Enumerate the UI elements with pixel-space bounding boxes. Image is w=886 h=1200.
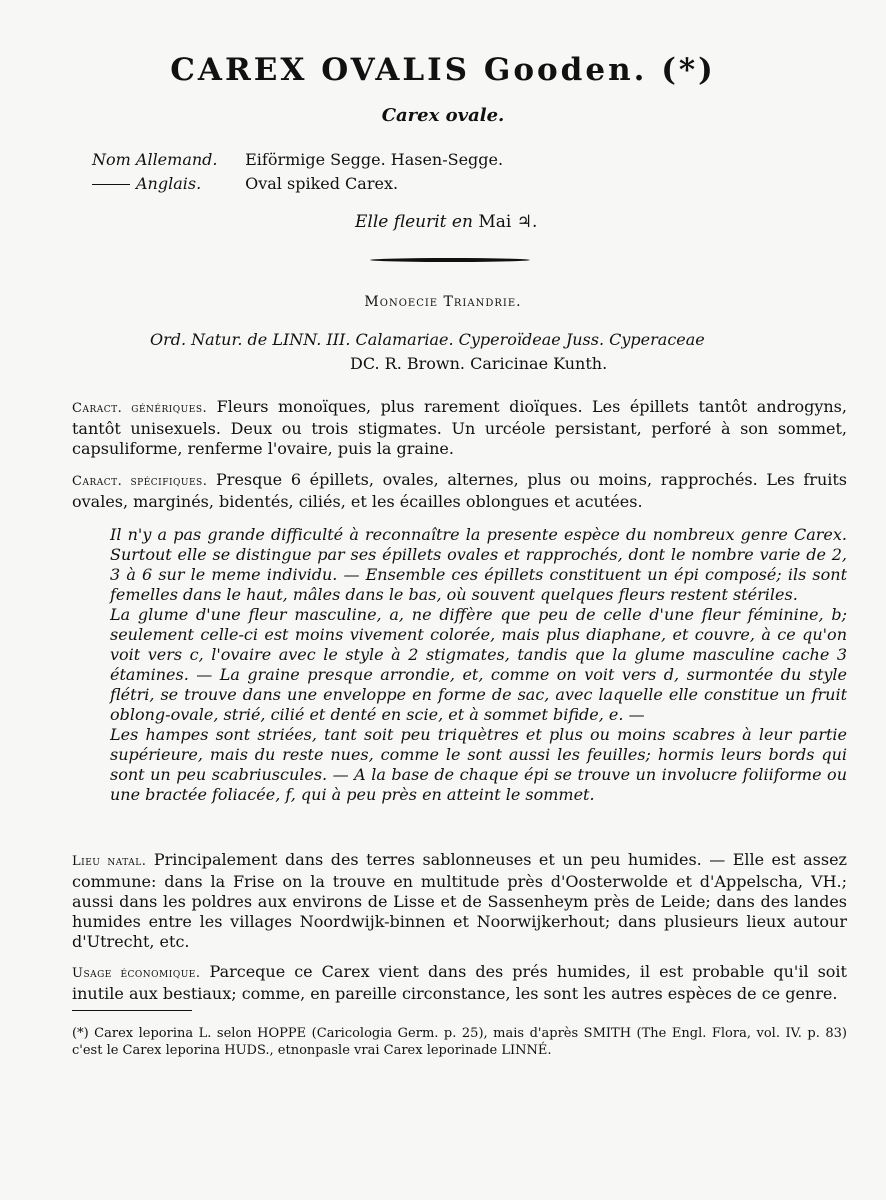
german-name-row xyxy=(92,150,503,174)
usage-heading: Usage économique. xyxy=(72,966,201,981)
generic-heading: Caract. génériques. xyxy=(72,401,208,416)
description-paragraph: Les hampes sont striées, tant soit peu triquètres et plus ou moins scabres à leur partie supérieure, mais du reste nues, comme le sont aussi les feuilles; hormis leurs bords qui sont un peu scabriuscules. — A la base de chaque épi se trouve un involucre foliiforme ou une bractée foliacée, f, qui à peu près en atteint le sommet. xyxy=(110,725,847,804)
habitat-text: Principalement dans des terres sablonneuses et un peu humides. — Elle est assez commune: dans la Frise on la trouve en multitude près d'Oosterwolde et d'Appelscha, VH.; aussi dans les poldres aux environs de Lisse et de Sassenheym près de Leide; dans des landes humides entre les villages Noordwijk-binnen et Noorwijkerhout; dans plusieurs lieux autour d'Utrecht, etc. xyxy=(72,850,847,951)
specific-text: Presque 6 épillets, ovales, alternes, plus ou moins, rapprochés. Les fruits ovales, marginés, bidentés, ciliés, et les écailles oblongues et acutées. xyxy=(72,470,847,511)
common-names xyxy=(92,150,503,198)
description-paragraph: La glume d'une fleur masculine, a, ne diffère que peu de celle d'une fleur féminine, b; seulement celle-ci est moins vivement colorée, mais plus diaphane, et couvre, à ce qu'on voit vers c, l'ovaire avec le style à 2 stigmates, tandis que la glume masculine cache 3 étamines. — La graine presque arrondie, et, comme on voit vers d, surmontée du style flétri, se trouve dans une enveloppe en forme de sac, avec laquelle elle constitue un fruit oblong-ovale, strié, cilié et denté en scie, et à sommet bifide, e. — xyxy=(110,605,847,724)
specific-heading: Caract. spécifiques. xyxy=(72,474,208,489)
footnote-divider xyxy=(72,1010,192,1011)
usage-text: Parceque ce Carex vient dans des prés humides, il est probable qu'il soit inutile aux bestiaux; comme, en pareille circonstance, les sont les autres espèces de ce genre. xyxy=(72,962,847,1003)
description-block xyxy=(110,525,847,805)
generic-text: Fleurs monoïques, plus rarement dioïques. Les épillets tantôt androgyns, tantôt unisexuels. Deux ou trois stigmates. Un urcéole persistant, perforé à son sommet, capsuliforme, renferme l'ovaire, puis la graine. xyxy=(72,397,847,458)
german-label: Nom Allemand. xyxy=(92,150,218,169)
habitat-section xyxy=(72,850,847,952)
flowering-month: Mai xyxy=(478,212,512,232)
footnote: (*) Carex leporina L. selon HOPPE (Caricologia Germ. p. 25), mais d'après SMITH (The Engl. Flora, vol. IV. p. 83) c'est le Carex leporina HUDS., etnonpasle vrai Carex leporinade LINNÉ. xyxy=(72,1026,847,1058)
natural-order xyxy=(150,330,705,378)
usage-section xyxy=(72,962,847,1004)
page-title: CAREX OVALIS Gooden. (*) xyxy=(170,52,716,88)
classification: Monoecie Triandrie. xyxy=(364,294,522,310)
habitat-heading: Lieu natal. xyxy=(72,854,147,869)
english-name-row xyxy=(92,174,503,198)
generic-characters xyxy=(72,397,847,459)
german-value: Eiförmige Segge. Hasen-Segge. xyxy=(245,150,504,169)
page-subtitle: Carex ovale. xyxy=(381,105,505,126)
specific-characters xyxy=(72,470,847,512)
english-label: Anglais. xyxy=(136,174,202,193)
flowering-phrase: Elle fleurit en xyxy=(355,212,473,232)
perennial-symbol-icon: ♃. xyxy=(516,212,538,232)
description-paragraph: Il n'y a pas grande difficulté à reconnaître la presente espèce du nombreux genre Carex. Surtout elle se distingue par ses épillets ovales et rapprochés, dont le nombre varie de 2, 3 à 6 sur le meme individu. — Ensemble ces épillets constituent un épi composé; ils sont femelles dans le haut, mâles dans le bas, où souvent quelques fleurs restent stériles. xyxy=(110,525,847,604)
order-line-2: DC. R. Brown. Caricinae Kunth. xyxy=(350,354,608,373)
ornamental-rule xyxy=(370,258,530,262)
ditto-dash xyxy=(92,184,130,185)
english-value: Oval spiked Carex. xyxy=(245,174,399,193)
flowering-line xyxy=(355,212,537,232)
order-line-1: Ord. Natur. de LINN. III. Calamariae. Cyperoïdeae Juss. Cyperaceae xyxy=(150,330,705,349)
